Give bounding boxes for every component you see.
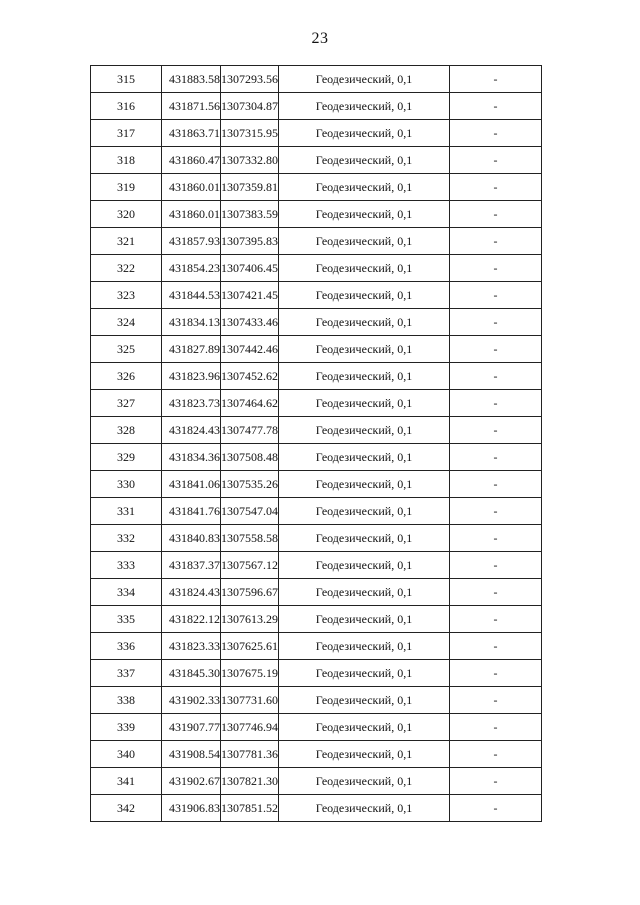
- note-cell: -: [450, 714, 542, 741]
- method-cell: Геодезический, 0,1: [279, 768, 450, 795]
- y-coordinate-cell: 1307675.19: [221, 660, 279, 687]
- y-coordinate-cell: 1307442.46: [221, 336, 279, 363]
- note-cell: -: [450, 201, 542, 228]
- method-cell: Геодезический, 0,1: [279, 795, 450, 822]
- x-coordinate-cell: 431837.37: [162, 552, 221, 579]
- point-number-cell: 324: [91, 309, 162, 336]
- table-row: [91, 525, 542, 552]
- table-row: [91, 687, 542, 714]
- x-coordinate-cell: 431840.83: [162, 525, 221, 552]
- x-coordinate-cell: 431854.23: [162, 255, 221, 282]
- table-row: [91, 309, 542, 336]
- x-coordinate-cell: 431883.58: [162, 66, 221, 93]
- x-coordinate-cell: 431860.01: [162, 174, 221, 201]
- y-coordinate-cell: 1307851.52: [221, 795, 279, 822]
- note-cell: -: [450, 606, 542, 633]
- y-coordinate-cell: 1307359.81: [221, 174, 279, 201]
- table-row: [91, 741, 542, 768]
- point-number-cell: 319: [91, 174, 162, 201]
- table-row: [91, 336, 542, 363]
- x-coordinate-cell: 431908.54: [162, 741, 221, 768]
- coordinates-table-body: [91, 66, 542, 822]
- y-coordinate-cell: 1307625.61: [221, 633, 279, 660]
- method-cell: Геодезический, 0,1: [279, 525, 450, 552]
- note-cell: -: [450, 498, 542, 525]
- method-cell: Геодезический, 0,1: [279, 255, 450, 282]
- point-number-cell: 335: [91, 606, 162, 633]
- note-cell: -: [450, 147, 542, 174]
- method-cell: Геодезический, 0,1: [279, 390, 450, 417]
- method-cell: Геодезический, 0,1: [279, 66, 450, 93]
- y-coordinate-cell: 1307558.58: [221, 525, 279, 552]
- point-number-cell: 320: [91, 201, 162, 228]
- method-cell: Геодезический, 0,1: [279, 93, 450, 120]
- x-coordinate-cell: 431841.76: [162, 498, 221, 525]
- point-number-cell: 316: [91, 93, 162, 120]
- y-coordinate-cell: 1307821.30: [221, 768, 279, 795]
- point-number-cell: 339: [91, 714, 162, 741]
- y-coordinate-cell: 1307315.95: [221, 120, 279, 147]
- method-cell: Геодезический, 0,1: [279, 120, 450, 147]
- note-cell: -: [450, 309, 542, 336]
- table-row: [91, 228, 542, 255]
- x-coordinate-cell: 431860.01: [162, 201, 221, 228]
- method-cell: Геодезический, 0,1: [279, 714, 450, 741]
- note-cell: -: [450, 795, 542, 822]
- table-row: [91, 579, 542, 606]
- method-cell: Геодезический, 0,1: [279, 741, 450, 768]
- method-cell: Геодезический, 0,1: [279, 444, 450, 471]
- table-row: [91, 498, 542, 525]
- table-row: [91, 714, 542, 741]
- point-number-cell: 330: [91, 471, 162, 498]
- table-row: [91, 606, 542, 633]
- y-coordinate-cell: 1307433.46: [221, 309, 279, 336]
- y-coordinate-cell: 1307596.67: [221, 579, 279, 606]
- note-cell: -: [450, 390, 542, 417]
- x-coordinate-cell: 431871.56: [162, 93, 221, 120]
- method-cell: Геодезический, 0,1: [279, 147, 450, 174]
- y-coordinate-cell: 1307508.48: [221, 444, 279, 471]
- point-number-cell: 322: [91, 255, 162, 282]
- table-row: [91, 120, 542, 147]
- note-cell: -: [450, 579, 542, 606]
- y-coordinate-cell: 1307477.78: [221, 417, 279, 444]
- y-coordinate-cell: 1307731.60: [221, 687, 279, 714]
- point-number-cell: 321: [91, 228, 162, 255]
- page-number: 23: [311, 30, 329, 47]
- table-row: [91, 282, 542, 309]
- table-row: [91, 633, 542, 660]
- point-number-cell: 336: [91, 633, 162, 660]
- point-number-cell: 328: [91, 417, 162, 444]
- y-coordinate-cell: 1307746.94: [221, 714, 279, 741]
- x-coordinate-cell: 431906.83: [162, 795, 221, 822]
- y-coordinate-cell: 1307383.59: [221, 201, 279, 228]
- x-coordinate-cell: 431824.43: [162, 579, 221, 606]
- point-number-cell: 332: [91, 525, 162, 552]
- y-coordinate-cell: 1307613.29: [221, 606, 279, 633]
- method-cell: Геодезический, 0,1: [279, 417, 450, 444]
- point-number-cell: 338: [91, 687, 162, 714]
- method-cell: Геодезический, 0,1: [279, 606, 450, 633]
- point-number-cell: 334: [91, 579, 162, 606]
- note-cell: -: [450, 768, 542, 795]
- method-cell: Геодезический, 0,1: [279, 174, 450, 201]
- note-cell: -: [450, 471, 542, 498]
- table-row: [91, 768, 542, 795]
- note-cell: -: [450, 417, 542, 444]
- table-row: [91, 93, 542, 120]
- method-cell: Геодезический, 0,1: [279, 498, 450, 525]
- note-cell: -: [450, 552, 542, 579]
- note-cell: -: [450, 93, 542, 120]
- note-cell: -: [450, 525, 542, 552]
- method-cell: Геодезический, 0,1: [279, 309, 450, 336]
- table-row: [91, 147, 542, 174]
- table-row: [91, 390, 542, 417]
- coordinates-table: [90, 65, 542, 822]
- point-number-cell: 329: [91, 444, 162, 471]
- table-row: [91, 552, 542, 579]
- x-coordinate-cell: 431907.77: [162, 714, 221, 741]
- x-coordinate-cell: 431823.73: [162, 390, 221, 417]
- note-cell: -: [450, 282, 542, 309]
- method-cell: Геодезический, 0,1: [279, 201, 450, 228]
- method-cell: Геодезический, 0,1: [279, 579, 450, 606]
- y-coordinate-cell: 1307293.56: [221, 66, 279, 93]
- y-coordinate-cell: 1307547.04: [221, 498, 279, 525]
- note-cell: -: [450, 660, 542, 687]
- point-number-cell: 327: [91, 390, 162, 417]
- table-row: [91, 174, 542, 201]
- table-row: [91, 795, 542, 822]
- point-number-cell: 342: [91, 795, 162, 822]
- x-coordinate-cell: 431823.33: [162, 633, 221, 660]
- y-coordinate-cell: 1307332.80: [221, 147, 279, 174]
- x-coordinate-cell: 431827.89: [162, 336, 221, 363]
- x-coordinate-cell: 431902.33: [162, 687, 221, 714]
- note-cell: -: [450, 363, 542, 390]
- table-row: [91, 255, 542, 282]
- point-number-cell: 326: [91, 363, 162, 390]
- y-coordinate-cell: 1307304.87: [221, 93, 279, 120]
- y-coordinate-cell: 1307406.45: [221, 255, 279, 282]
- x-coordinate-cell: 431834.36: [162, 444, 221, 471]
- note-cell: -: [450, 255, 542, 282]
- point-number-cell: 323: [91, 282, 162, 309]
- method-cell: Геодезический, 0,1: [279, 633, 450, 660]
- note-cell: -: [450, 633, 542, 660]
- x-coordinate-cell: 431857.93: [162, 228, 221, 255]
- method-cell: Геодезический, 0,1: [279, 228, 450, 255]
- method-cell: Геодезический, 0,1: [279, 336, 450, 363]
- x-coordinate-cell: 431824.43: [162, 417, 221, 444]
- method-cell: Геодезический, 0,1: [279, 552, 450, 579]
- y-coordinate-cell: 1307535.26: [221, 471, 279, 498]
- table-row: [91, 417, 542, 444]
- note-cell: -: [450, 687, 542, 714]
- x-coordinate-cell: 431845.30: [162, 660, 221, 687]
- point-number-cell: 341: [91, 768, 162, 795]
- y-coordinate-cell: 1307395.83: [221, 228, 279, 255]
- x-coordinate-cell: 431834.13: [162, 309, 221, 336]
- note-cell: -: [450, 174, 542, 201]
- x-coordinate-cell: 431863.71: [162, 120, 221, 147]
- point-number-cell: 317: [91, 120, 162, 147]
- x-coordinate-cell: 431902.67: [162, 768, 221, 795]
- point-number-cell: 318: [91, 147, 162, 174]
- y-coordinate-cell: 1307464.62: [221, 390, 279, 417]
- x-coordinate-cell: 431823.96: [162, 363, 221, 390]
- point-number-cell: 333: [91, 552, 162, 579]
- table-row: [91, 444, 542, 471]
- note-cell: -: [450, 741, 542, 768]
- note-cell: -: [450, 228, 542, 255]
- method-cell: Геодезический, 0,1: [279, 282, 450, 309]
- table-row: [91, 660, 542, 687]
- method-cell: Геодезический, 0,1: [279, 687, 450, 714]
- method-cell: Геодезический, 0,1: [279, 363, 450, 390]
- method-cell: Геодезический, 0,1: [279, 471, 450, 498]
- note-cell: -: [450, 120, 542, 147]
- y-coordinate-cell: 1307567.12: [221, 552, 279, 579]
- table-row: [91, 471, 542, 498]
- note-cell: -: [450, 336, 542, 363]
- note-cell: -: [450, 444, 542, 471]
- x-coordinate-cell: 431844.53: [162, 282, 221, 309]
- table-row: [91, 66, 542, 93]
- x-coordinate-cell: 431841.06: [162, 471, 221, 498]
- point-number-cell: 315: [91, 66, 162, 93]
- point-number-cell: 337: [91, 660, 162, 687]
- table-row: [91, 201, 542, 228]
- y-coordinate-cell: 1307452.62: [221, 363, 279, 390]
- point-number-cell: 340: [91, 741, 162, 768]
- y-coordinate-cell: 1307781.36: [221, 741, 279, 768]
- method-cell: Геодезический, 0,1: [279, 660, 450, 687]
- note-cell: -: [450, 66, 542, 93]
- x-coordinate-cell: 431822.12: [162, 606, 221, 633]
- point-number-cell: 331: [91, 498, 162, 525]
- y-coordinate-cell: 1307421.45: [221, 282, 279, 309]
- table-row: [91, 363, 542, 390]
- x-coordinate-cell: 431860.47: [162, 147, 221, 174]
- point-number-cell: 325: [91, 336, 162, 363]
